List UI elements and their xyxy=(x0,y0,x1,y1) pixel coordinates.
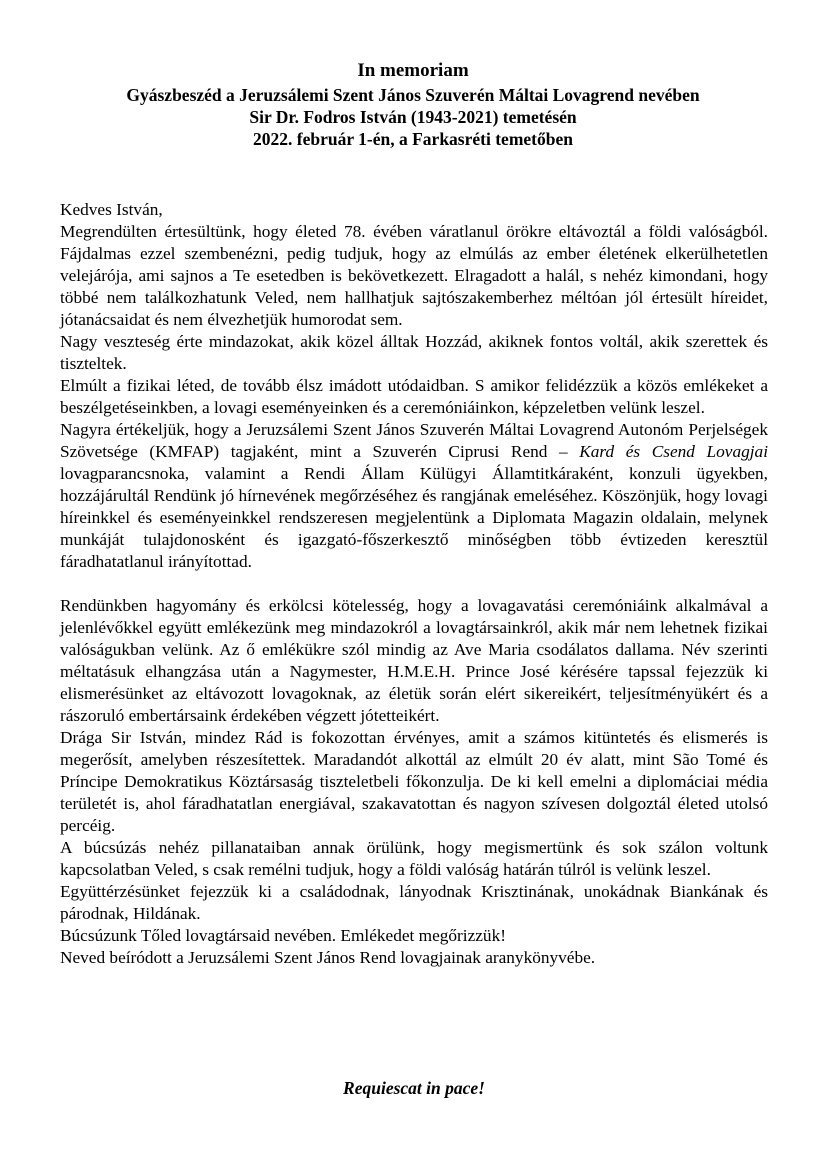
paragraph-6: Drága Sir István, mindez Rád is fokozottan érvényes, amit a számos kitüntetés és elismerés is megerősít, amelyben részesítettek. Maradandót alkottál az elmúlt 20 év alatt, mint São Tomé és Príncipe Demokratikus Köztársaság tiszteletbeli főkonzulja. De ki kell emelni a diplomáciai média területét is, ahol fáradhatatlan energiával, szakavatottan és nagyon szívesen dolgoztál életed utolsó percéig. xyxy=(60,728,768,835)
subtitle-line-3: 2022. február 1-én, a Farkasréti temetőben xyxy=(253,129,573,149)
paragraph-5: Rendünkben hagyomány és erkölcsi kötelesség, hogy a lovagavatási ceremóniáink alkalmával a jelenlévőkkel együtt emlékezünk meg mindazokról a lovagtársainkról, akik már nem lehetnek fizikai valóságukban velünk. Az ő emlékükre szól mindig az Ave Maria csodálatos dallama. Név szerinti méltatásuk elhangzása után a Nagymester, H.M.E.H. Prince José kérésére tapssal fejezzük ki elismerésünket az eltávozott lovagoknak, az életük során elért sikereikért, teljesítményükért és a rászoruló embertársaink érdekében végzett jótetteikért. xyxy=(60,596,768,725)
paragraph-gap xyxy=(60,573,768,595)
closing-line: Requiescat in pace! xyxy=(343,1078,485,1098)
paragraph-8: Együttérzésünket fejezzük ki a családodnak, lányodnak Krisztinának, unokádnak Biankának és párodnak, Hildának. xyxy=(60,882,768,923)
paragraph-4-italic: Kard és Csend Lovagjai xyxy=(579,442,768,461)
paragraph-2: Nagy veszteség érte mindazokat, akik közel álltak Hozzád, akiknek fontos voltál, akik szerettek és tiszteltek. xyxy=(60,332,768,373)
paragraph-4-part-a: Nagyra értékeljük, hogy a Jeruzsálemi Szent János Szuverén Máltai Lovagrend Autonóm Perjelségek Szövetsége (KMFAP) tagjaként, mint a Szuverén Ciprusi Rend – xyxy=(60,420,768,461)
paragraph-9: Búcsúzunk Tőled lovagtársaid nevében. Emlékedet megőrizzük! xyxy=(60,926,506,945)
paragraph-4 xyxy=(60,419,768,573)
paragraph-3: Elmúlt a fizikai léted, de tovább élsz imádott utódaidban. S amikor felidézzük a közös emlékeket a beszélgetéseinkben, a lovagi eseményeinken és a ceremóniáinkon, képzeletben velünk leszel. xyxy=(60,376,768,417)
document-body xyxy=(60,199,768,969)
salutation: Kedves István, xyxy=(60,200,163,219)
document-title: In memoriam xyxy=(357,60,469,81)
subtitle-line-2: Sir Dr. Fodros István (1943-2021) temetésén xyxy=(249,107,577,127)
subtitle-line-1: Gyászbeszéd a Jeruzsálemi Szent János Szuverén Máltai Lovagrend nevében xyxy=(126,85,700,105)
paragraph-7: A búcsúzás nehéz pillanataiban annak örülünk, hogy megismertünk és sok szálon voltunk kapcsolatban Veled, s csak remélni tudjuk, hogy a földi valóság határán túlról is velünk leszel. xyxy=(60,838,768,879)
paragraph-1: Megrendülten értesültünk, hogy életed 78. évében váratlanul örökre eltávoztál a földi valóságból. Fájdalmas ezzel szembenézni, pedig tudjuk, hogy az elmúlás az ember életének elkerülhetetlen velejárója, ami sajnos a Te esetedben is bekövetkezett. Elragadott a halál, s nehéz kimondani, hogy többé nem találkozhatunk Veled, nem hallhatjuk sajtószakemberhez méltóan jól értesült híreidet, jótanácsaidat és nem élvezhetjük humorodat sem. xyxy=(60,222,768,329)
paragraph-4-part-b: lovagparancsnoka, valamint a Rendi Állam Külügyi Államtitkáraként, konzuli ügyekben, hozzájárultál Rendünk jó hírnevének megőrzéséhez és rangjának emeléséhez. Köszönjük, hogy lovagi híreinkkel és eseményeinkkel rendszeresen megjelentünk a Diplomata Magazin oldalain, melynek munkáját tulajdonosként és igazgató-főszerkesztő minőségben több évtizeden keresztül fáradhatatlanul irányítottad. xyxy=(60,464,768,571)
paragraph-10: Neved beíródott a Jeruzsálemi Szent János Rend lovagjainak aranykönyvébe. xyxy=(60,948,596,967)
